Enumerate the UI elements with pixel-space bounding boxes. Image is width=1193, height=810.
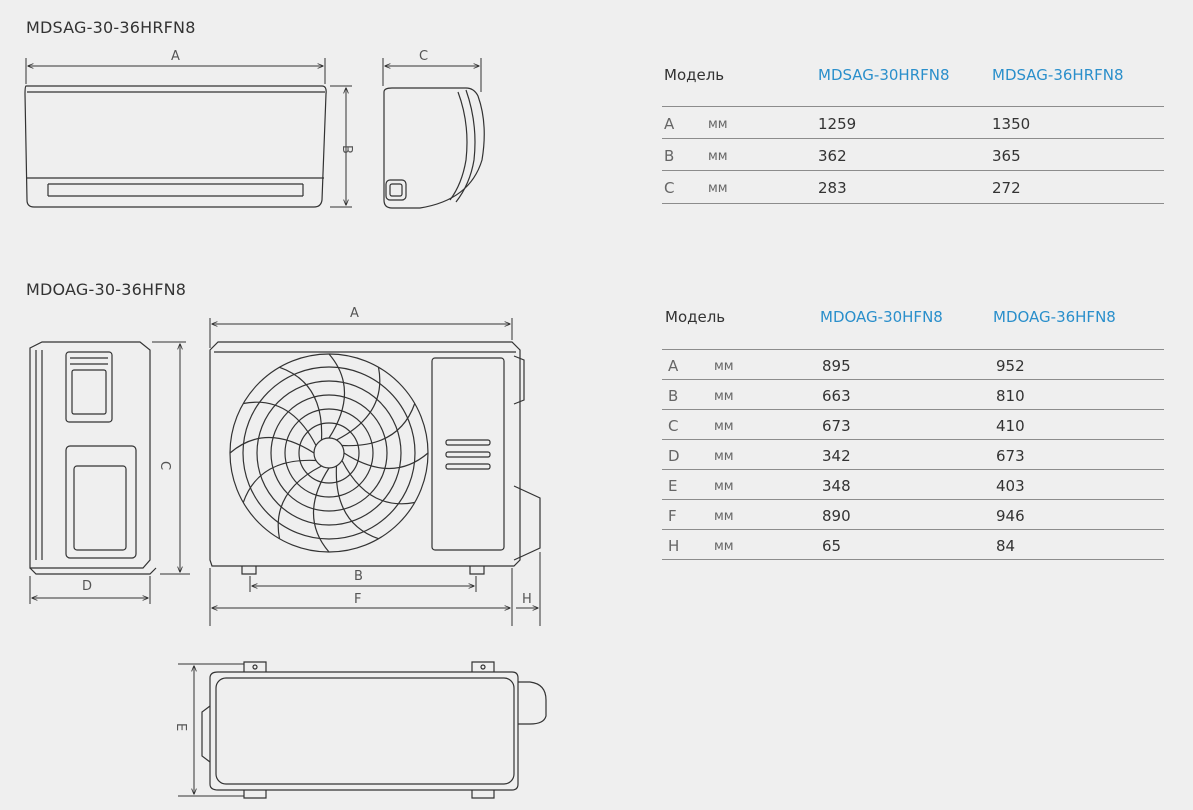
row-value-2: 946 <box>996 507 1025 525</box>
outdoor-side-view <box>30 342 156 574</box>
outdoor-label-a: A <box>350 306 359 321</box>
row-value-1: 362 <box>818 147 847 165</box>
outdoor-title: MDOAG-30-36HFN8 <box>26 280 187 299</box>
table-row <box>662 349 1164 380</box>
outdoor-model-label: Модель <box>665 308 726 326</box>
indoor-label-a: A <box>171 49 180 64</box>
table-row <box>662 379 1164 410</box>
row-value-2: 410 <box>996 417 1025 435</box>
outdoor-dim-a <box>210 318 512 348</box>
outdoor-label-c: C <box>157 461 172 471</box>
row-param: H <box>668 537 680 555</box>
indoor-label-c: C <box>419 49 429 64</box>
row-value-2: 84 <box>996 537 1016 555</box>
row-unit: мм <box>714 449 734 464</box>
row-value-2: 403 <box>996 477 1025 495</box>
row-value-2: 1350 <box>992 115 1031 133</box>
row-param: C <box>664 179 675 197</box>
indoor-model-2: MDSAG-36HRFN8 <box>992 66 1124 84</box>
indoor-front-view <box>25 86 326 207</box>
row-value-1: 1259 <box>818 115 857 133</box>
row-unit: мм <box>708 149 728 164</box>
indoor-model-1: MDSAG-30HRFN8 <box>818 66 950 84</box>
outdoor-dim-c <box>152 342 190 574</box>
outdoor-label-e: E <box>173 723 188 732</box>
row-value-1: 890 <box>822 507 851 525</box>
row-unit: мм <box>714 479 734 494</box>
outdoor-label-d: D <box>82 579 93 594</box>
outdoor-front-view <box>210 342 540 574</box>
row-param: D <box>668 447 680 465</box>
indoor-side-view <box>384 88 484 208</box>
row-param: A <box>668 357 679 375</box>
table-row <box>662 469 1164 500</box>
row-unit: мм <box>714 359 734 374</box>
row-param: C <box>668 417 679 435</box>
table-row <box>662 106 1164 139</box>
row-unit: мм <box>708 181 728 196</box>
indoor-spec-table <box>662 66 1164 206</box>
row-value-2: 952 <box>996 357 1025 375</box>
table-row <box>662 529 1164 560</box>
row-value-1: 348 <box>822 477 851 495</box>
row-unit: мм <box>714 389 734 404</box>
row-param: F <box>668 507 677 525</box>
row-value-1: 673 <box>822 417 851 435</box>
row-value-1: 342 <box>822 447 851 465</box>
indoor-dim-c <box>383 58 481 92</box>
table-row <box>662 439 1164 470</box>
row-value-2: 272 <box>992 179 1021 197</box>
outdoor-dim-h <box>516 552 540 626</box>
row-value-2: 365 <box>992 147 1021 165</box>
row-param: B <box>668 387 679 405</box>
indoor-label-b: B <box>339 145 354 154</box>
row-value-2: 810 <box>996 387 1025 405</box>
outdoor-dim-b <box>250 576 476 592</box>
table-row <box>662 409 1164 440</box>
row-param: A <box>664 115 675 133</box>
row-unit: мм <box>714 419 734 434</box>
outdoor-model-2: MDOAG-36HFN8 <box>993 308 1116 326</box>
outdoor-spec-table <box>662 308 1164 560</box>
table-row <box>662 170 1164 204</box>
row-unit: мм <box>714 509 734 524</box>
outdoor-label-f: F <box>354 592 362 607</box>
row-unit: мм <box>708 117 728 132</box>
row-value-1: 895 <box>822 357 851 375</box>
row-unit: мм <box>714 539 734 554</box>
outdoor-top-view <box>202 662 546 798</box>
outdoor-label-h: H <box>522 592 532 607</box>
row-value-1: 283 <box>818 179 847 197</box>
indoor-model-label: Модель <box>664 66 725 84</box>
row-param: E <box>668 477 678 495</box>
row-param: B <box>664 147 675 165</box>
row-value-2: 673 <box>996 447 1025 465</box>
outdoor-model-1: MDOAG-30HFN8 <box>820 308 943 326</box>
row-value-1: 65 <box>822 537 842 555</box>
outdoor-label-b: B <box>354 569 363 584</box>
table-row <box>662 499 1164 530</box>
row-value-1: 663 <box>822 387 851 405</box>
table-row <box>662 138 1164 171</box>
indoor-title: MDSAG-30-36HRFN8 <box>26 18 196 37</box>
